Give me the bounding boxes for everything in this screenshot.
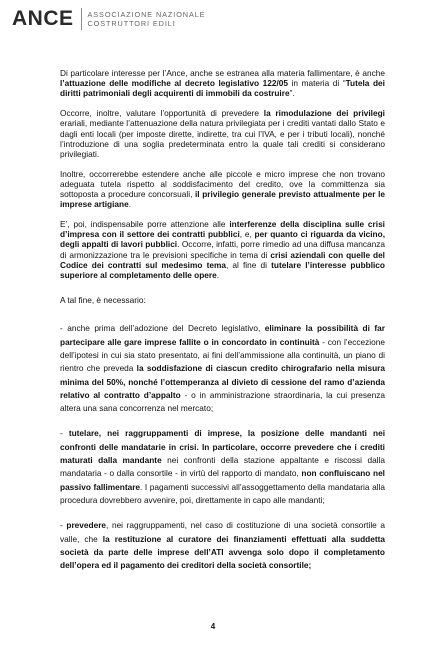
text-run: . [128,199,132,210]
paragraph [60,68,385,99]
text-run: - [60,520,67,531]
ance-logo: ANCE [12,7,74,30]
text-run: - anche prima dell’adozione del Decreto legislativo, [60,323,265,334]
text-run: A tal fine, è necessario: [60,295,146,306]
text-run: in materia di “ [287,78,346,89]
bold-text: Tutela dei diritti patrimoniali degli acquirenti di immobili da costruire [60,78,385,99]
bold-text: tutelare l’interesse pubblico superiore al completamento delle opere [60,259,385,280]
paragraph [60,519,385,572]
document-body [60,68,385,584]
text-run: , nei raggruppamenti, nel caso di costituzione di una società consortile a valle, che [60,520,385,544]
paragraph [60,322,385,415]
association-name [88,10,206,28]
text-run: nei confronti della stazione appaltante e riscossi dalla mandataria - o dalla consortile - in virtù del rapporto di mandato, [60,455,385,479]
bold-text: la restituzione al curatore dei finanziamenti effettuati alla suddetta società da parte delle imprese dell’ATI avvenga solo dopo il completamento dell’opera ed il pagamento dei creditori della società consortile; [60,533,385,571]
text-run: Occorre, inoltre, valutare l’opportunità di prevedere [60,108,264,119]
text-run: - [60,428,69,439]
text-run: Di particolare interesse per l’Ance, anche se estranea alla materia fallimentare, è anche [60,68,385,78]
bold-text: la rimodulazione dei privilegi [263,108,385,119]
logo-divider [81,8,82,30]
text-run: erariali, mediante l’attenuazione della natura privilegiata per i crediti vantati dallo Stato e dagli enti locali (per imposte dirette, indirette, tra cui l’IVA, e per i tributi locali), nonché l’introduzione di una soglia predeterminata entro la quale tali crediti si considerano privilegiati. [60,118,385,159]
text-run: . [216,269,220,280]
bold-text: prevedere [66,520,107,531]
bold-text: eliminare la possibilità di far partecipare alle gare imprese fallite o in concordato in continuità [60,323,385,347]
text-run: , al fine di [225,259,272,270]
paragraph [60,295,385,305]
document-header [12,6,205,32]
bold-text: il privilegio generale previsto attualmente per le imprese artigiane [60,189,385,210]
text-run: , e, [239,229,255,240]
text-run: - o in amministrazione straordinaria, la cui presenza altera una sana concorrenza nel mercato; [60,389,385,414]
text-run: . Occorre, infatti, porre rimedio ad una diffusa mancanza di armonizzazione tra le previsioni specifiche in tema di [60,239,385,260]
bold-text: l’attuazione delle modifiche al decreto legislativo 122/05 [60,78,288,89]
bold-text: crisi aziendali con quelle del Codice dei contratti sul medesimo tema [60,249,385,270]
bold-text: interferenze della disciplina sulle crisi d’impresa con il settore dei contratti pubblici [60,218,385,240]
paragraph [60,219,385,280]
text-run: . I pagamenti successivi all’assoggettamento della mandataria alla procedura dovrebbero avvenire, poi, direttamente in capo alle mandanti; [60,481,385,505]
bold-text: per quanto ci riguarda da vicino, degli appalti di lavori pubblici [60,229,386,250]
association-line-1: ASSOCIAZIONE NAZIONALE [87,10,206,19]
bold-text: la soddisfazione di ciascun credito chirografario nella misura minima del 50%, nonché l’ottemperanza al divieto di cessione del ramo d’azienda relativo al contratto d’appalto [60,363,385,400]
bold-text: tutelare, nei raggruppamenti di imprese, la posizione delle mandanti nei confronti delle mandatarie in crisi [60,428,385,452]
page-number: 4 [210,622,216,631]
text-run: Inoltre, occorrerebbe estendere anche alle piccole e micro imprese che non trovano adeguata tutela rispetto al soddisfacimento del credito, ove la committenza sia sottoposta a procedure concorsuali, [60,168,385,200]
bold-text: non confluiscano nel passivo fallimentare [60,468,385,492]
bold-text: . In particolare, occorre prevedere che i crediti maturati dalla mandante [60,441,385,466]
paragraph [60,427,385,507]
text-run: E’, poi, indispensabile porre attenzione alle [60,218,230,229]
text-run: - con l’eccezione dell’ipotesi in cui sia stato presentato, ai fini dell’ammissione alla continuità, un piano di rientro che preveda [60,336,385,374]
paragraph [60,108,385,159]
association-line-2: COSTRUTTORI EDILI [87,19,176,28]
text-run: ”. [289,88,295,99]
paragraph [60,169,385,210]
